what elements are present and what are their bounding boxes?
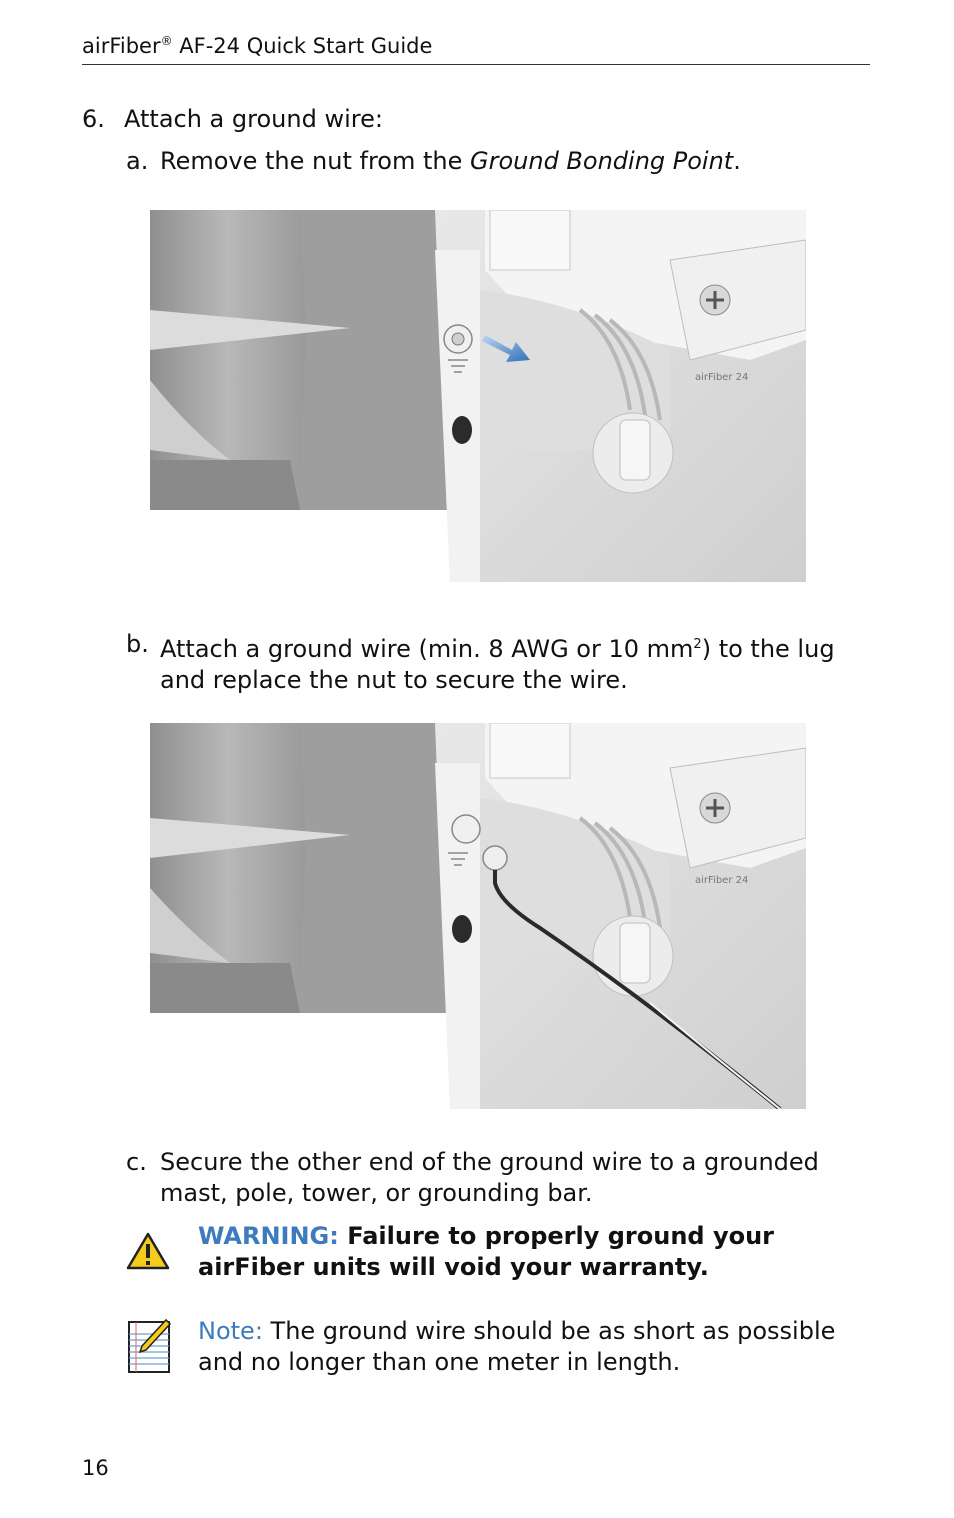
figure-attach-wire [150, 723, 806, 1109]
step-6 [82, 105, 383, 133]
warning-label: WARNING: [198, 1222, 339, 1250]
ground-nut-icon [452, 815, 480, 843]
note-icon [126, 1316, 172, 1374]
header-title-rest: AF-24 Quick Start Guide [172, 34, 433, 58]
device-logo-text: airFiber 24 [695, 372, 749, 383]
substep-letter: a. [126, 147, 149, 175]
substep-text: Secure the other end of the ground wire to a grounded mast, pole, tower, or grounding bar. [160, 1148, 819, 1207]
wire-lug-icon [483, 846, 507, 870]
note-callout [198, 1316, 878, 1378]
registered-mark: ® [160, 34, 173, 48]
ground-bonding-point-term: Ground Bonding Point [470, 147, 734, 175]
note-text: The ground wire should be as short as possible and no longer than one meter in length. [198, 1317, 836, 1376]
note-label: Note: [198, 1317, 263, 1345]
substep-text: Attach a ground wire (min. 8 AWG or 10 $mm^2$) to the lug and replace the nut to secure the wire. [160, 635, 835, 694]
warning-text: Failure to properly ground your airFiber units will void your warranty. [198, 1222, 775, 1281]
substep-letter: c. [126, 1148, 147, 1176]
running-header [82, 34, 870, 65]
step-text: Attach a ground wire: [124, 105, 383, 133]
warning-icon [126, 1232, 170, 1270]
page-number: 16 [82, 1456, 109, 1480]
mount-hole-icon [452, 416, 472, 444]
header-title: airFiber [82, 34, 161, 58]
substep-letter: b. [126, 630, 149, 658]
mount-hole-icon [452, 915, 472, 943]
device-logo-text: airFiber 24 [695, 875, 749, 886]
substep-text: Remove the nut from the Ground Bonding Point. [160, 147, 741, 175]
warning-callout [198, 1221, 878, 1283]
figure-remove-nut [150, 210, 806, 582]
step-number: 6. [82, 105, 105, 133]
